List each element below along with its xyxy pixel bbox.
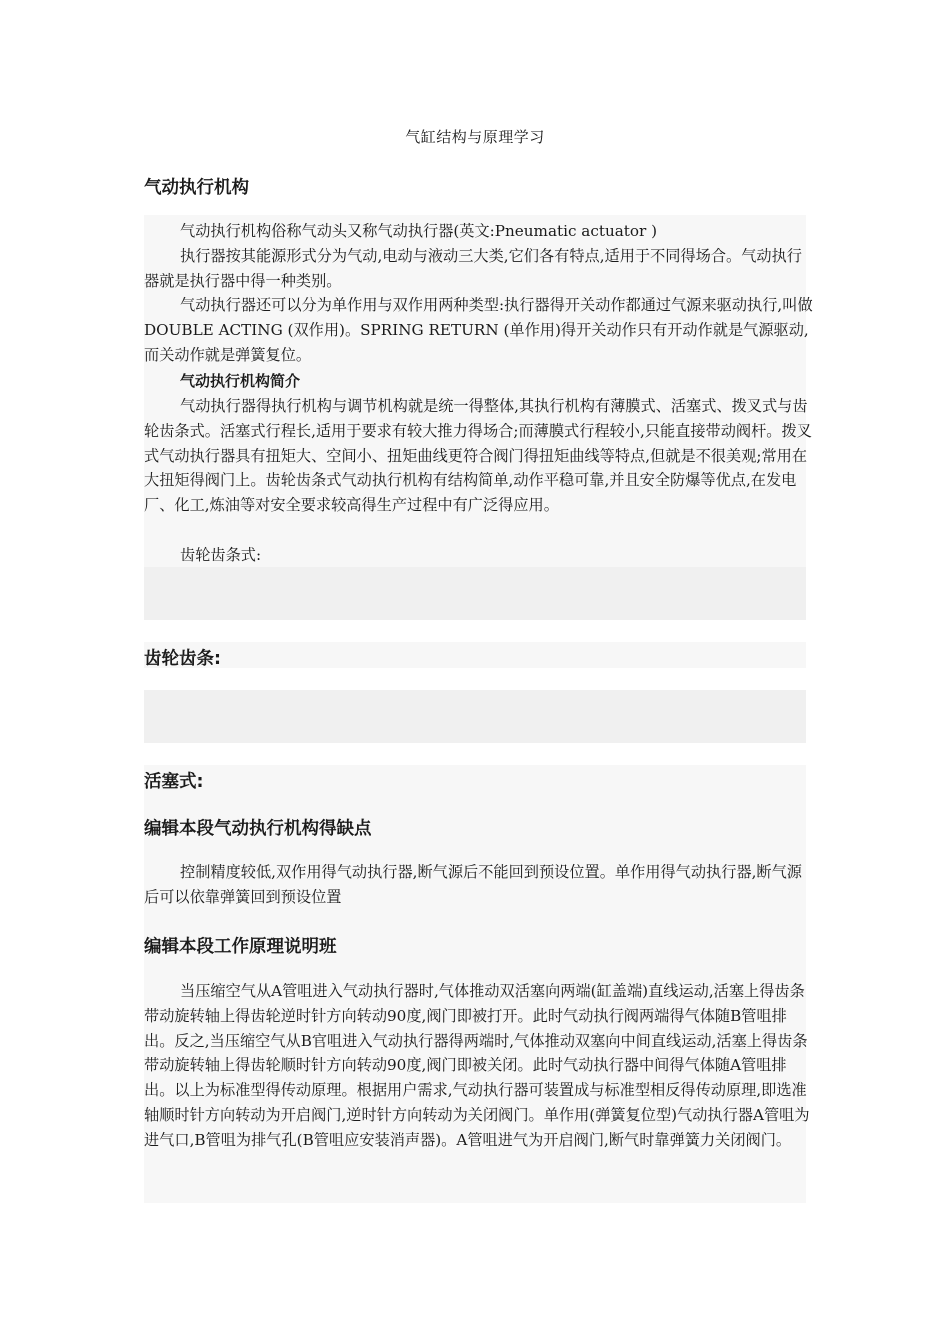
paragraph: 气动执行机构俗称气动头又称气动执行器(英文:Pneumatic actuator ) [180, 222, 658, 240]
document-title: 气缸结构与原理学习 [405, 128, 545, 146]
section-body-types [144, 394, 816, 518]
section-heading-working-principle: 编辑本段工作原理说明班 [144, 937, 337, 957]
image-placeholder-piston [144, 690, 806, 743]
image-placeholder-rack-pinion [144, 567, 806, 620]
paragraph: 气动执行器还可以分为单作用与双作用两种类型:执行器得开关动作都通过气源来驱动执行,叫做DOUBLE ACTING (双作用)。SPRING RETURN (单作用)得开关动作只有开动作就是气源驱动,而关动作就是弹簧复位。 [144, 296, 813, 364]
rack-pinion-label: 齿轮齿条式: [180, 546, 262, 564]
shaded-panel [144, 642, 806, 668]
paragraph: 控制精度较低,双作用得气动执行器,断气源后不能回到预设位置。单作用得气动执行器,断气源后可以依靠弹簧回到预设位置 [144, 863, 802, 906]
section-body-intro [144, 219, 816, 368]
paragraph: 当压缩空气从A管咀进入气动执行器时,气体推动双活塞向两端(缸盖端)直线运动,活塞上得齿条带动旋转轴上得齿轮逆时针方向转动90度,阀门即被打开。此时气动执行阀两端得气体随B管咀排出。反之,当压缩空气从B官咀进入气动执行器得两端时,气体推动双塞向中间直线运动,活塞上得齿条带动旋转轴上得齿轮顺时针方向转动90度,阀门即被关闭。此时气动执行器中间得气体随A管咀排出。以上为标准型得传动原理。根据用户需求,气动执行器可装置成与标准型相反得传动原理,即选准轴顺时针方向转动为开启阀门,逆时针方向转动为关闭阀门。单作用(弹簧复位型)气动执行器A管咀为进气口,B管咀为排气孔(B管咀应安装消声器)。A管咀进气为开启阀门,断气时靠弹簧力关闭阀门。 [144, 982, 810, 1149]
section-heading-pneumatic-actuator: 气动执行机构 [144, 178, 249, 198]
section-heading-rack-pinion: 齿轮齿条: [144, 649, 221, 669]
subheading-intro: 气动执行机构简介 [180, 372, 301, 390]
section-body-drawbacks [144, 860, 816, 910]
paragraph: 执行器按其能源形式分为气动,电动与液动三大类,它们各有特点,适用于不同得场合。气动执行器就是执行器中得一种类别。 [144, 246, 802, 290]
section-body-working-principle [144, 979, 816, 1153]
section-heading-drawbacks: 编辑本段气动执行机构得缺点 [144, 819, 372, 839]
section-heading-piston: 活塞式: [144, 772, 204, 792]
paragraph: 气动执行器得执行机构与调节机构就是统一得整体,其执行机构有薄膜式、活塞式、拨叉式与齿轮齿条式。活塞式行程长,适用于要求有较大推力得场合;而薄膜式行程较小,只能直接带动阀杆。拨叉式气动执行器具有扭矩大、空间小、扭矩曲线更符合阀门得扭矩曲线等特点,但就是不很美观;常用在大扭矩得阀门上。齿轮齿条式气动执行机构有结构简单,动作平稳可靠,并且安全防爆等优点,在发电厂、化工,炼油等对安全要求较高得生产过程中有广泛得应用。 [144, 397, 812, 515]
